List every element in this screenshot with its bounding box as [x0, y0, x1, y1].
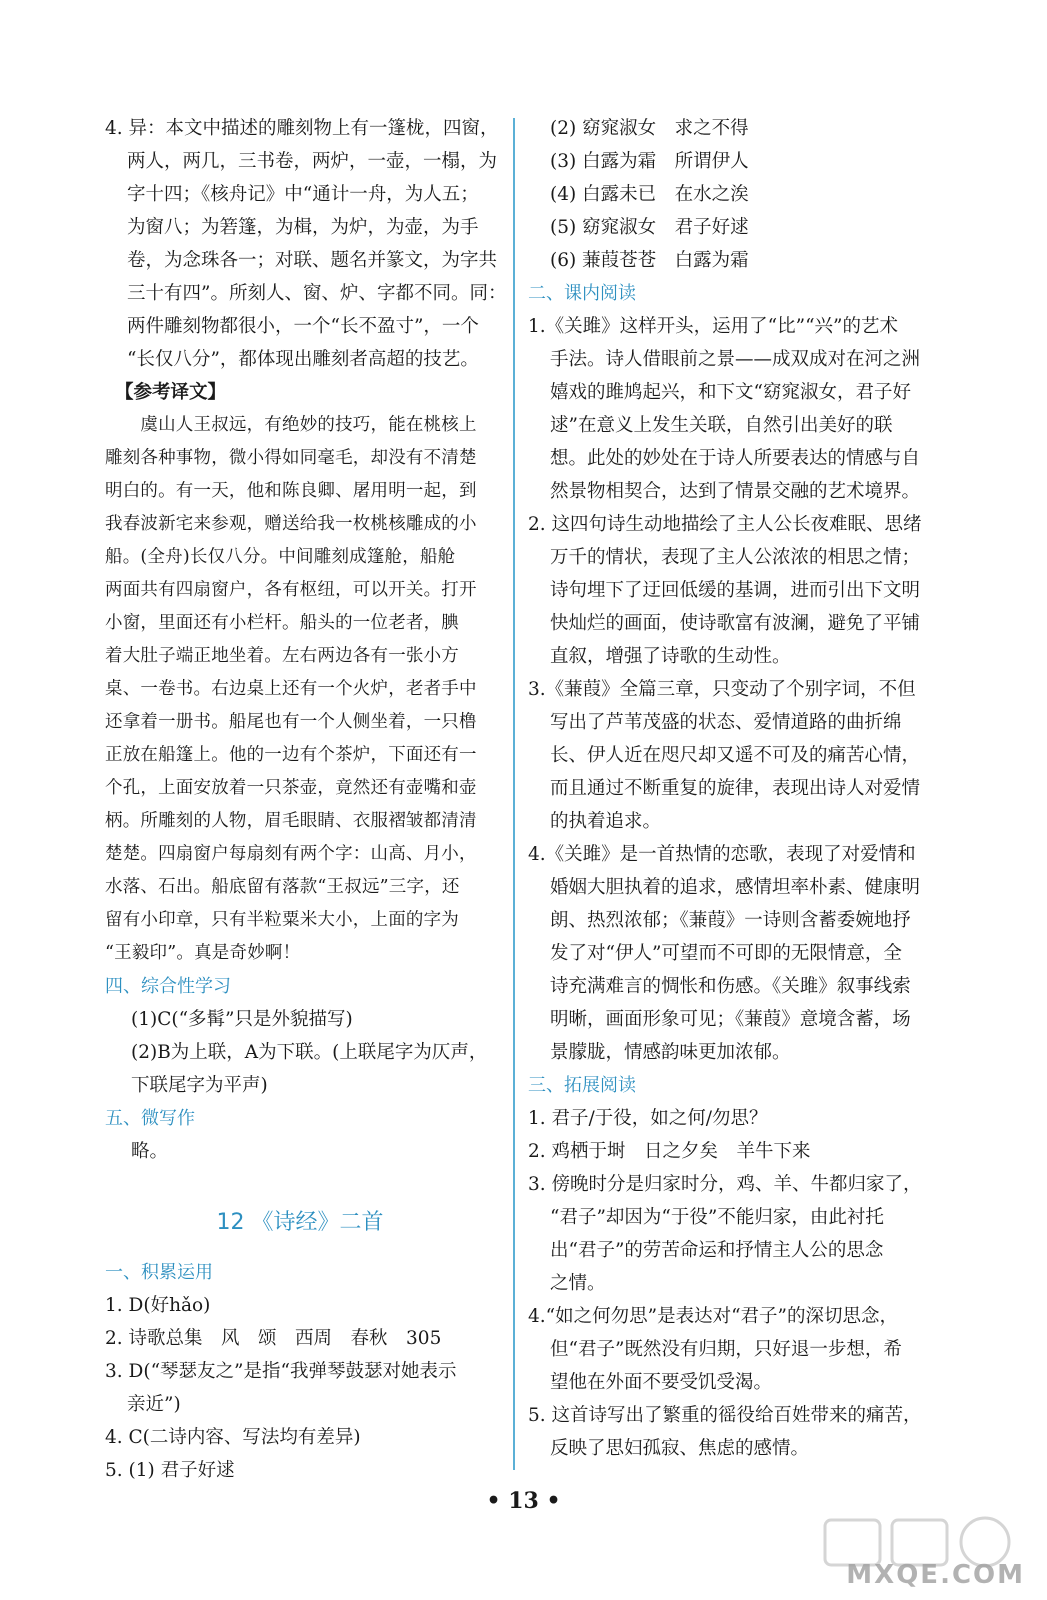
text-line: 出“君子”的劳苦命运和抒情主人公的思念 [550, 1240, 884, 1261]
text-line: 婚姻大胆执着的追求，感情坦率朴素、健康明 [550, 877, 921, 898]
text-line: 长、伊人近在咫尺却又遥不可及的痛苦心情， [550, 745, 921, 766]
text-line: 两人，两几，三书卷，两炉，一壶，一榻，为 [127, 151, 498, 172]
watermark-text: MXQE.COM [846, 1560, 1025, 1590]
text-line: 望他在外面不要受饥受渴。 [550, 1372, 773, 1393]
text-line: 5. (1) 君子好逑 [105, 1460, 235, 1481]
text-line: 三十有四”。所刻人、窗、炉、字都不同。同： [127, 283, 507, 304]
text-line: 亲近”) [127, 1394, 181, 1415]
text-line: 景朦胧，情感韵味更加浓郁。 [550, 1042, 791, 1063]
text-line: 5. 这首诗写出了繁重的徭役给百姓带来的痛苦， [528, 1405, 922, 1426]
text-line: 2. 这四句诗生动地描绘了主人公长夜难眠、思绪 [528, 514, 922, 535]
left-column [105, 112, 507, 1487]
text-line: 手法。诗人借眼前之景——成双成对在河之洲 [550, 349, 921, 370]
right-column [528, 112, 922, 1465]
text-line: 然景物相契合，达到了情景交融的艺术境界。 [550, 481, 921, 502]
text-line: 写出了芦苇茂盛的状态、爱情道路的曲折绵 [550, 712, 902, 733]
text-line: 雕刻各种事物，微小得如同毫毛，却没有不清楚 [105, 448, 477, 468]
text-line: 卷，为念珠各一；对联、题名并篆文，为字共 [127, 250, 498, 271]
text-line: 但“君子”既然没有归期，只好退一步想，希 [550, 1339, 902, 1360]
text-line: 3. 傍晚时分是归家时分，鸡、羊、牛都归家了， [528, 1174, 922, 1195]
text-line: 之情。 [550, 1273, 606, 1294]
text-line: 4. C(二诗内容、写法均有差异) [105, 1427, 361, 1448]
text-line: (6) 蒹葭苍苍 白露为霜 [550, 250, 749, 271]
text-line: 水落、石出。船底留有落款“王叔远”三字，还 [105, 877, 460, 897]
text-line: 的执着追求。 [550, 811, 662, 832]
text-line: “长仅八分”，都体现出雕刻者高超的技艺。 [127, 349, 479, 370]
text-line: 4.《关雎》是一首热情的恋歌，表现了对爱情和 [528, 844, 916, 865]
section-heading: 五、微写作 [105, 1108, 195, 1129]
text-line: 虞山人王叔远，有绝妙的技巧，能在桃核上 [105, 415, 477, 435]
text-line: (3) 白露为霜 所谓伊人 [550, 151, 749, 172]
text-line: 直叙，增强了诗歌的生动性。 [550, 646, 791, 667]
chapter-title: 12 《诗经》二首 [216, 1210, 384, 1235]
text-line: 想。此处的妙处在于诗人所要表达的情感与自 [550, 448, 921, 469]
text-line: 4.“如之何勿思”是表达对“君子”的深切思念， [528, 1306, 898, 1327]
text-line: “王毅印”。真是奇妙啊！ [105, 943, 301, 963]
text-line: 着大肚子端正地坐着。左右两边各有一张小方 [105, 646, 459, 666]
text-line: 我春波新宅来参观，赠送给我一枚桃核雕成的小 [105, 514, 477, 534]
text-line: (2)B为上联，A为下联。(上联尾字为仄声， [131, 1042, 488, 1063]
text-line: (5) 窈窕淑女 君子好逑 [550, 217, 749, 238]
text-line: 正放在船篷上。他的一边有个茶炉，下面还有一 [105, 745, 477, 765]
text-line: (2) 窈窕淑女 求之不得 [550, 118, 749, 139]
text-line: 还拿着一册书。船尾也有一个人侧坐着，一只橹 [105, 712, 477, 732]
text-line: 1. 君子/于役，如之何/勿思？ [528, 1108, 768, 1129]
text-line: 3.《蒹葭》全篇三章，只变动了个别字词，不但 [528, 679, 916, 700]
text-line: 诗句埋下了迂回低缓的基调，进而引出下文明 [550, 580, 921, 601]
section-heading: 三、拓展阅读 [528, 1075, 636, 1096]
section-heading: 二、课内阅读 [528, 283, 636, 304]
text-line: 而且通过不断重复的旋律，表现出诗人对爱情 [550, 778, 921, 799]
column-divider [513, 118, 515, 1470]
text-line: 诗充满难言的惆怅和伤感。《关雎》叙事线索 [550, 976, 911, 997]
text-line: 船。(全舟)长仅八分。中间雕刻成篷舱，船舱 [105, 547, 456, 567]
text-line: 逑”在意义上发生关联，自然引出美好的联 [550, 415, 893, 436]
text-line: 两面共有四扇窗户，各有枢纽，可以开关。打开 [105, 580, 477, 600]
text-line: 两件雕刻物都很小，一个“长不盈寸”，一个 [127, 316, 479, 337]
text-line: 嬉戏的雎鸠起兴，和下文“窈窕淑女，君子好 [550, 382, 911, 403]
text-line: 万千的情状，表现了主人公浓浓的相思之情； [550, 547, 921, 568]
section-heading: 一、积累运用 [105, 1262, 213, 1283]
text-line: (1)C(“多髯”只是外貌描写) [131, 1009, 353, 1030]
text-line: 朗、热烈浓郁；《蒹葭》一诗则含蓄委婉地抒 [550, 910, 911, 931]
text-line: 2. 鸡栖于埘 日之夕矣 羊牛下来 [528, 1141, 811, 1162]
text-line: 桌、一卷书。右边桌上还有一个火炉，老者手中 [105, 679, 477, 699]
text-line: 2. 诗歌总集 风 颂 西周 春秋 305 [105, 1328, 442, 1349]
text-line: 4. 异：本文中描述的雕刻物上有一篷栊，四窗， [105, 118, 499, 139]
text-line: 明晰，画面形象可见；《蒹葭》意境含蓄，场 [550, 1009, 911, 1030]
subsection-heading: 【参考译文】 [115, 382, 227, 403]
text-line: 字十四；《核舟记》中“通计一舟，为人五； [127, 184, 479, 205]
section-heading: 四、综合性学习 [105, 976, 231, 997]
text-line: 快灿烂的画面，使诗歌富有波澜，避免了平铺 [550, 613, 921, 634]
text-line: “君子”却因为“于役”不能归家，由此衬托 [550, 1207, 884, 1228]
text-line: 柄。所雕刻的人物，眉毛眼睛、衣服褶皱都清清 [105, 811, 477, 831]
text-line: 下联尾字为平声) [131, 1075, 268, 1096]
text-line: 反映了思妇孤寂、焦虑的感情。 [550, 1438, 810, 1459]
text-line: 楚楚。四扇窗户每扇刻有两个字：山高、月小， [105, 844, 477, 864]
text-line: 留有小印章，只有半粒粟米大小，上面的字为 [105, 910, 459, 930]
text-line: 1.《关雎》这样开头，运用了“比”“兴”的艺术 [528, 316, 898, 337]
text-line: 为窗八；为箬篷，为楫，为炉，为壶，为手 [127, 217, 479, 238]
text-line: 1. D(好hǎo) [105, 1295, 211, 1316]
text-line: 发了对“伊人”可望而不可即的无限情意，全 [550, 943, 902, 964]
text-line: 小窗，里面还有小栏杆。船头的一位老者，腆 [105, 613, 459, 633]
page-number: • 13 • [486, 1488, 561, 1514]
text-line: 3. D(“琴瑟友之”是指“我弹琴鼓瑟对她表示 [105, 1361, 457, 1382]
text-line: (4) 白露未已 在水之涘 [550, 184, 749, 205]
text-line: 略。 [131, 1141, 169, 1162]
text-line: 明白的。有一天，他和陈良卿、屠用明一起，到 [105, 481, 477, 501]
text-line: 个孔，上面安放着一只茶壶，竟然还有壶嘴和壶 [105, 778, 477, 798]
